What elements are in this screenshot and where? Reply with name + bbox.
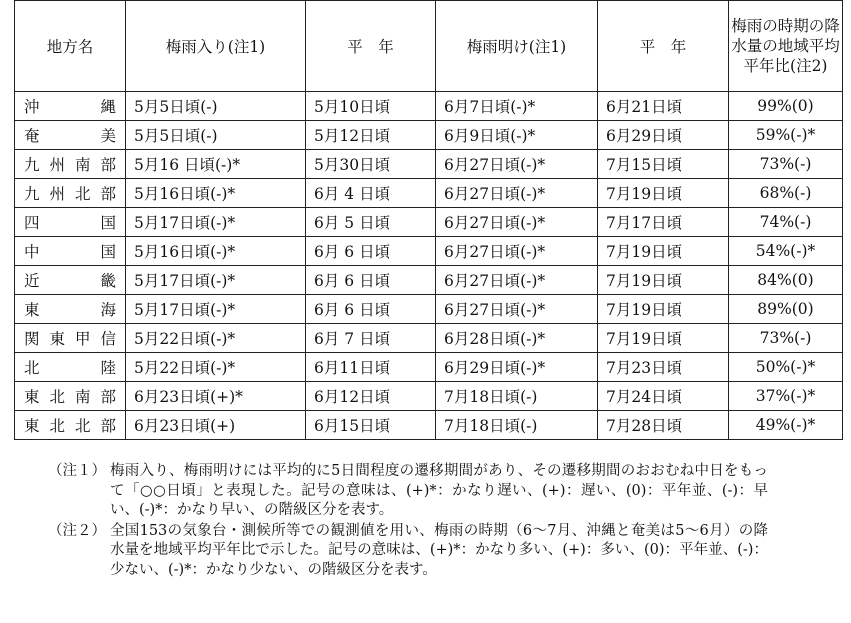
cell-end-normal: 7月17日頃 [598, 208, 729, 237]
cell-precip-ratio: 84%(0) [729, 266, 843, 295]
table-row [15, 382, 843, 411]
header-onset: 梅雨入り(注1) [126, 1, 306, 92]
cell-onset: 5月5日頃(-) [126, 92, 306, 121]
cell-precip-ratio: 37%(-)* [729, 382, 843, 411]
cell-end-normal: 7月19日頃 [598, 324, 729, 353]
cell-region: 四国 [15, 208, 126, 237]
cell-region: 中国 [15, 237, 126, 266]
table-row [15, 324, 843, 353]
cell-region: 東北南部 [15, 382, 126, 411]
cell-onset-normal: 6月12日頃 [306, 382, 436, 411]
cell-end: 6月27日頃(-)* [436, 179, 598, 208]
cell-end: 7月18日頃(-) [436, 411, 598, 440]
cell-region: 九州南部 [15, 150, 126, 179]
cell-onset: 5月17日頃(-)* [126, 266, 306, 295]
cell-end: 6月9日頃(-)* [436, 121, 598, 150]
cell-onset-normal: 6月 7 日頃 [306, 324, 436, 353]
cell-region: 沖縄 [15, 92, 126, 121]
table-row [15, 121, 843, 150]
cell-end: 7月18日頃(-) [436, 382, 598, 411]
cell-onset-normal: 6月 4 日頃 [306, 179, 436, 208]
header-precip-ratio: 梅雨の時期の降水量の地域平均平年比(注2) [729, 1, 843, 92]
cell-onset: 5月17日頃(-)* [126, 295, 306, 324]
cell-end: 6月7日頃(-)* [436, 92, 598, 121]
cell-onset: 5月16日頃(-)* [126, 179, 306, 208]
header-end: 梅雨明け(注1) [436, 1, 598, 92]
cell-region: 北陸 [15, 353, 126, 382]
cell-onset-normal: 6月15日頃 [306, 411, 436, 440]
cell-onset: 5月17日頃(-)* [126, 208, 306, 237]
table-row [15, 353, 843, 382]
table-body [15, 92, 843, 440]
cell-end: 6月29日頃(-)* [436, 353, 598, 382]
cell-end: 6月27日頃(-)* [436, 208, 598, 237]
cell-end: 6月27日頃(-)* [436, 150, 598, 179]
cell-end: 6月28日頃(-)* [436, 324, 598, 353]
table-header-row [15, 1, 843, 92]
header-onset-normal: 平 年 [306, 1, 436, 92]
cell-precip-ratio: 50%(-)* [729, 353, 843, 382]
cell-region: 九州北部 [15, 179, 126, 208]
header-region: 地方名 [15, 1, 126, 92]
cell-onset-normal: 6月 6 日頃 [306, 237, 436, 266]
cell-onset: 5月22日頃(-)* [126, 353, 306, 382]
cell-onset-normal: 6月 6 日頃 [306, 266, 436, 295]
note-2-text: 全国153の気象台・測候所等での観測値を用い、梅雨の時期（6～7月、沖縄と奄美は5～6月）の降水量を地域平均平年比で示した。記号の意味は、(+)*：かなり多い、(+)：多い、(0)：平年並、(-)：少ない、(-)*：かなり少ない、の階級区分を表す。 [110, 522, 768, 578]
cell-onset: 6月23日頃(+)* [126, 382, 306, 411]
header-end-normal: 平 年 [598, 1, 729, 92]
cell-region: 東北北部 [15, 411, 126, 440]
cell-region: 奄美 [15, 121, 126, 150]
cell-onset: 5月5日頃(-) [126, 121, 306, 150]
cell-onset-normal: 6月11日頃 [306, 353, 436, 382]
table-row [15, 411, 843, 440]
table-row [15, 266, 843, 295]
cell-precip-ratio: 49%(-)* [729, 411, 843, 440]
cell-end-normal: 7月19日頃 [598, 295, 729, 324]
note-1-text: 梅雨入り、梅雨明けには平均的に5日間程度の遷移期間があり、その遷移期間のおおむね中日をもって「○○日頃」と表現した。記号の意味は、(+)*：かなり遅い、(+)：遅い、(0)：平年並、(-)：早い、(-)*：かなり早い、の階級区分を表す。 [110, 463, 768, 519]
cell-end-normal: 7月19日頃 [598, 179, 729, 208]
cell-onset: 6月23日頃(+) [126, 411, 306, 440]
cell-onset-normal: 6月 5 日頃 [306, 208, 436, 237]
cell-end-normal: 7月23日頃 [598, 353, 729, 382]
cell-precip-ratio: 74%(-) [729, 208, 843, 237]
cell-region: 近畿 [15, 266, 126, 295]
cell-end-normal: 7月19日頃 [598, 237, 729, 266]
cell-precip-ratio: 54%(-)* [729, 237, 843, 266]
rainy-season-table [14, 0, 843, 440]
cell-precip-ratio: 73%(-) [729, 324, 843, 353]
cell-precip-ratio: 99%(0) [729, 92, 843, 121]
table-row [15, 295, 843, 324]
table-row [15, 237, 843, 266]
cell-end: 6月27日頃(-)* [436, 266, 598, 295]
cell-end-normal: 7月24日頃 [598, 382, 729, 411]
cell-precip-ratio: 73%(-) [729, 150, 843, 179]
note-2 [48, 522, 768, 581]
cell-onset-normal: 5月12日頃 [306, 121, 436, 150]
table-row [15, 92, 843, 121]
table-row [15, 208, 843, 237]
cell-onset-normal: 6月 6 日頃 [306, 295, 436, 324]
cell-end: 6月27日頃(-)* [436, 237, 598, 266]
cell-end-normal: 7月19日頃 [598, 266, 729, 295]
cell-end-normal: 7月28日頃 [598, 411, 729, 440]
cell-precip-ratio: 59%(-)* [729, 121, 843, 150]
cell-region: 関東甲信 [15, 324, 126, 353]
notes-section [48, 462, 768, 582]
cell-onset-normal: 5月10日頃 [306, 92, 436, 121]
cell-end-normal: 7月15日頃 [598, 150, 729, 179]
cell-end: 6月27日頃(-)* [436, 295, 598, 324]
cell-onset-normal: 5月30日頃 [306, 150, 436, 179]
cell-precip-ratio: 68%(-) [729, 179, 843, 208]
cell-onset: 5月22日頃(-)* [126, 324, 306, 353]
cell-region: 東海 [15, 295, 126, 324]
table-row [15, 179, 843, 208]
cell-onset: 5月16 日頃(-)* [126, 150, 306, 179]
cell-end-normal: 6月29日頃 [598, 121, 729, 150]
note-2-label: （注２） [48, 522, 106, 539]
cell-precip-ratio: 89%(0) [729, 295, 843, 324]
table-row [15, 150, 843, 179]
note-1-label: （注１） [48, 463, 106, 479]
cell-onset: 5月16日頃(-)* [126, 237, 306, 266]
note-1 [48, 462, 768, 521]
cell-end-normal: 6月21日頃 [598, 92, 729, 121]
